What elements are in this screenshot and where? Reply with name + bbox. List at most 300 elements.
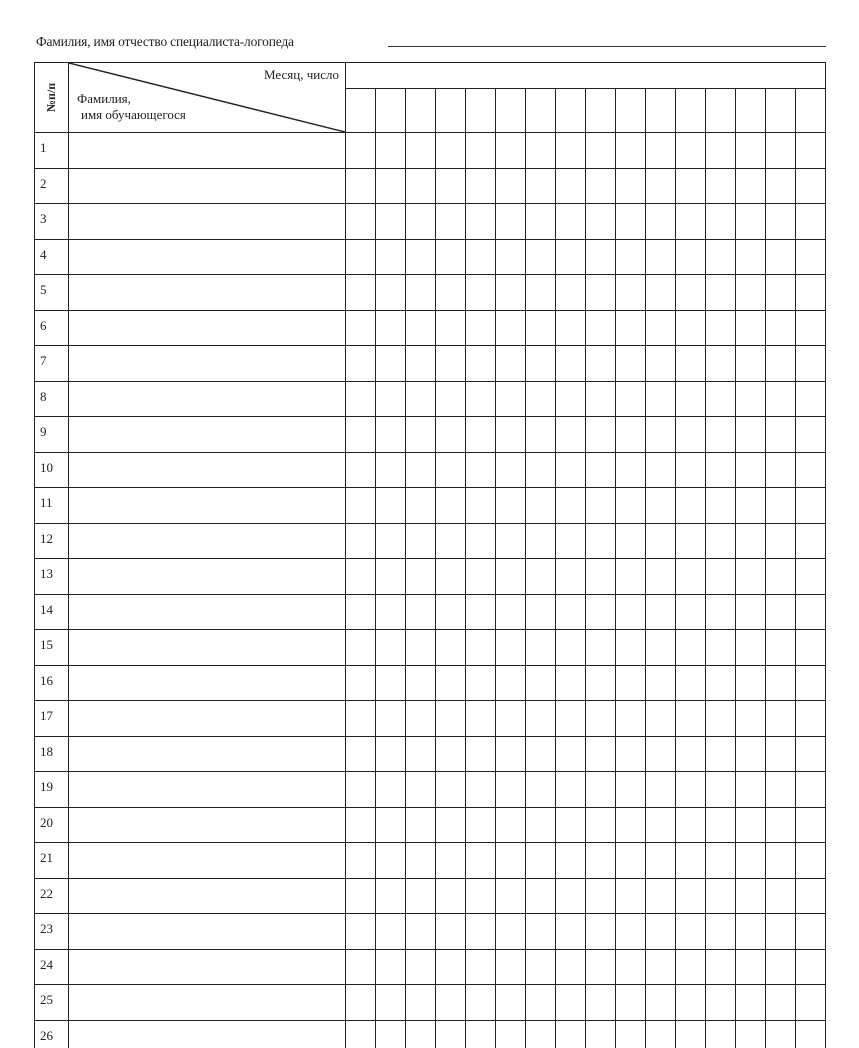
attendance-cell[interactable]	[496, 1021, 526, 1048]
attendance-cell[interactable]	[586, 382, 616, 418]
attendance-cell[interactable]	[406, 701, 436, 737]
attendance-cell[interactable]	[646, 417, 676, 453]
attendance-cell[interactable]	[496, 843, 526, 879]
attendance-cell[interactable]	[376, 808, 406, 844]
attendance-cell[interactable]	[586, 133, 616, 169]
attendance-cell[interactable]	[736, 133, 766, 169]
attendance-cell[interactable]	[706, 950, 736, 986]
attendance-cell[interactable]	[646, 133, 676, 169]
attendance-cell[interactable]	[796, 701, 826, 737]
attendance-cell[interactable]	[706, 382, 736, 418]
attendance-cell[interactable]	[496, 524, 526, 560]
attendance-cell[interactable]	[766, 488, 796, 524]
attendance-cell[interactable]	[466, 772, 496, 808]
attendance-cell[interactable]	[436, 133, 466, 169]
attendance-cell[interactable]	[706, 595, 736, 631]
attendance-cell[interactable]	[496, 914, 526, 950]
attendance-cell[interactable]	[676, 772, 706, 808]
attendance-cell[interactable]	[586, 275, 616, 311]
attendance-cell[interactable]	[466, 666, 496, 702]
attendance-cell[interactable]	[616, 559, 646, 595]
attendance-cell[interactable]	[616, 240, 646, 276]
attendance-cell[interactable]	[616, 453, 646, 489]
attendance-cell[interactable]	[346, 950, 376, 986]
attendance-cell[interactable]	[736, 417, 766, 453]
attendance-cell[interactable]	[466, 950, 496, 986]
attendance-cell[interactable]	[436, 630, 466, 666]
attendance-cell[interactable]	[496, 204, 526, 240]
attendance-cell[interactable]	[496, 630, 526, 666]
attendance-cell[interactable]	[796, 311, 826, 347]
attendance-cell[interactable]	[466, 879, 496, 915]
attendance-cell[interactable]	[526, 311, 556, 347]
attendance-cell[interactable]	[406, 240, 436, 276]
attendance-cell[interactable]	[556, 382, 586, 418]
attendance-cell[interactable]	[526, 914, 556, 950]
attendance-cell[interactable]	[466, 169, 496, 205]
attendance-cell[interactable]	[376, 488, 406, 524]
attendance-cell[interactable]	[646, 169, 676, 205]
student-name-cell[interactable]	[69, 772, 346, 808]
attendance-cell[interactable]	[436, 453, 466, 489]
attendance-cell[interactable]	[706, 488, 736, 524]
attendance-cell[interactable]	[526, 524, 556, 560]
date-header-cell[interactable]	[616, 89, 646, 133]
attendance-cell[interactable]	[376, 346, 406, 382]
attendance-cell[interactable]	[466, 914, 496, 950]
attendance-cell[interactable]	[586, 488, 616, 524]
attendance-cell[interactable]	[346, 453, 376, 489]
attendance-cell[interactable]	[616, 666, 646, 702]
attendance-cell[interactable]	[676, 382, 706, 418]
attendance-cell[interactable]	[646, 950, 676, 986]
attendance-cell[interactable]	[346, 630, 376, 666]
student-name-cell[interactable]	[69, 595, 346, 631]
date-header-cell[interactable]	[436, 89, 466, 133]
attendance-cell[interactable]	[376, 275, 406, 311]
date-header-cell[interactable]	[646, 89, 676, 133]
attendance-cell[interactable]	[586, 737, 616, 773]
attendance-cell[interactable]	[796, 1021, 826, 1048]
attendance-cell[interactable]	[766, 630, 796, 666]
attendance-cell[interactable]	[586, 772, 616, 808]
attendance-cell[interactable]	[526, 559, 556, 595]
attendance-cell[interactable]	[646, 488, 676, 524]
attendance-cell[interactable]	[496, 240, 526, 276]
student-name-cell[interactable]	[69, 879, 346, 915]
student-name-cell[interactable]	[69, 950, 346, 986]
attendance-cell[interactable]	[646, 666, 676, 702]
attendance-cell[interactable]	[526, 701, 556, 737]
attendance-cell[interactable]	[526, 843, 556, 879]
attendance-cell[interactable]	[436, 808, 466, 844]
attendance-cell[interactable]	[646, 1021, 676, 1048]
attendance-cell[interactable]	[616, 808, 646, 844]
attendance-cell[interactable]	[556, 524, 586, 560]
attendance-cell[interactable]	[646, 204, 676, 240]
attendance-cell[interactable]	[526, 879, 556, 915]
attendance-cell[interactable]	[616, 133, 646, 169]
attendance-cell[interactable]	[676, 524, 706, 560]
attendance-cell[interactable]	[496, 169, 526, 205]
date-header-cell[interactable]	[796, 89, 826, 133]
student-name-cell[interactable]	[69, 524, 346, 560]
attendance-cell[interactable]	[796, 382, 826, 418]
attendance-cell[interactable]	[676, 879, 706, 915]
attendance-cell[interactable]	[436, 559, 466, 595]
student-name-cell[interactable]	[69, 275, 346, 311]
attendance-cell[interactable]	[706, 843, 736, 879]
attendance-cell[interactable]	[466, 275, 496, 311]
attendance-cell[interactable]	[736, 737, 766, 773]
attendance-cell[interactable]	[796, 524, 826, 560]
attendance-cell[interactable]	[736, 559, 766, 595]
attendance-cell[interactable]	[736, 879, 766, 915]
attendance-cell[interactable]	[646, 240, 676, 276]
attendance-cell[interactable]	[706, 879, 736, 915]
attendance-cell[interactable]	[646, 737, 676, 773]
attendance-cell[interactable]	[796, 453, 826, 489]
attendance-cell[interactable]	[346, 559, 376, 595]
attendance-cell[interactable]	[346, 914, 376, 950]
attendance-cell[interactable]	[646, 808, 676, 844]
attendance-cell[interactable]	[556, 169, 586, 205]
student-name-cell[interactable]	[69, 240, 346, 276]
attendance-cell[interactable]	[796, 843, 826, 879]
attendance-cell[interactable]	[436, 914, 466, 950]
attendance-cell[interactable]	[676, 1021, 706, 1048]
student-name-cell[interactable]	[69, 737, 346, 773]
attendance-cell[interactable]	[766, 204, 796, 240]
attendance-cell[interactable]	[676, 488, 706, 524]
attendance-cell[interactable]	[646, 914, 676, 950]
attendance-cell[interactable]	[676, 914, 706, 950]
attendance-cell[interactable]	[706, 453, 736, 489]
attendance-cell[interactable]	[436, 985, 466, 1021]
attendance-cell[interactable]	[736, 453, 766, 489]
attendance-cell[interactable]	[736, 275, 766, 311]
attendance-cell[interactable]	[406, 772, 436, 808]
attendance-cell[interactable]	[556, 417, 586, 453]
specialist-name-blank[interactable]	[388, 46, 826, 47]
attendance-cell[interactable]	[526, 737, 556, 773]
attendance-cell[interactable]	[616, 488, 646, 524]
attendance-cell[interactable]	[436, 666, 466, 702]
attendance-cell[interactable]	[496, 772, 526, 808]
attendance-cell[interactable]	[556, 595, 586, 631]
attendance-cell[interactable]	[706, 346, 736, 382]
attendance-cell[interactable]	[736, 1021, 766, 1048]
attendance-cell[interactable]	[766, 666, 796, 702]
attendance-cell[interactable]	[376, 985, 406, 1021]
date-header-cell[interactable]	[586, 89, 616, 133]
attendance-cell[interactable]	[526, 595, 556, 631]
attendance-cell[interactable]	[436, 417, 466, 453]
attendance-cell[interactable]	[466, 311, 496, 347]
attendance-cell[interactable]	[406, 1021, 436, 1048]
attendance-cell[interactable]	[406, 453, 436, 489]
attendance-cell[interactable]	[676, 737, 706, 773]
attendance-cell[interactable]	[346, 808, 376, 844]
attendance-cell[interactable]	[586, 417, 616, 453]
attendance-cell[interactable]	[556, 914, 586, 950]
attendance-cell[interactable]	[496, 737, 526, 773]
attendance-cell[interactable]	[736, 595, 766, 631]
attendance-cell[interactable]	[346, 595, 376, 631]
student-name-cell[interactable]	[69, 666, 346, 702]
attendance-cell[interactable]	[676, 275, 706, 311]
attendance-cell[interactable]	[406, 879, 436, 915]
attendance-cell[interactable]	[406, 417, 436, 453]
date-header-cell[interactable]	[466, 89, 496, 133]
attendance-cell[interactable]	[586, 701, 616, 737]
student-name-cell[interactable]	[69, 843, 346, 879]
attendance-cell[interactable]	[526, 666, 556, 702]
attendance-cell[interactable]	[676, 950, 706, 986]
attendance-cell[interactable]	[346, 843, 376, 879]
attendance-cell[interactable]	[796, 595, 826, 631]
attendance-cell[interactable]	[466, 524, 496, 560]
attendance-cell[interactable]	[436, 1021, 466, 1048]
student-name-cell[interactable]	[69, 346, 346, 382]
attendance-cell[interactable]	[346, 985, 376, 1021]
attendance-cell[interactable]	[436, 169, 466, 205]
attendance-cell[interactable]	[526, 133, 556, 169]
attendance-cell[interactable]	[586, 453, 616, 489]
attendance-cell[interactable]	[466, 488, 496, 524]
attendance-cell[interactable]	[346, 133, 376, 169]
attendance-cell[interactable]	[376, 204, 406, 240]
attendance-cell[interactable]	[376, 133, 406, 169]
attendance-cell[interactable]	[556, 843, 586, 879]
attendance-cell[interactable]	[676, 595, 706, 631]
attendance-cell[interactable]	[766, 169, 796, 205]
attendance-cell[interactable]	[406, 346, 436, 382]
attendance-cell[interactable]	[346, 311, 376, 347]
attendance-cell[interactable]	[706, 1021, 736, 1048]
attendance-cell[interactable]	[646, 382, 676, 418]
attendance-cell[interactable]	[616, 737, 646, 773]
attendance-cell[interactable]	[796, 133, 826, 169]
attendance-cell[interactable]	[646, 772, 676, 808]
attendance-cell[interactable]	[736, 701, 766, 737]
attendance-cell[interactable]	[706, 666, 736, 702]
attendance-cell[interactable]	[676, 630, 706, 666]
attendance-cell[interactable]	[646, 311, 676, 347]
attendance-cell[interactable]	[766, 772, 796, 808]
attendance-cell[interactable]	[616, 382, 646, 418]
attendance-cell[interactable]	[406, 666, 436, 702]
attendance-cell[interactable]	[766, 985, 796, 1021]
attendance-cell[interactable]	[436, 240, 466, 276]
attendance-cell[interactable]	[376, 382, 406, 418]
attendance-cell[interactable]	[706, 630, 736, 666]
month-header-cell[interactable]	[346, 63, 826, 89]
attendance-cell[interactable]	[706, 914, 736, 950]
attendance-cell[interactable]	[586, 666, 616, 702]
attendance-cell[interactable]	[406, 488, 436, 524]
attendance-cell[interactable]	[466, 1021, 496, 1048]
attendance-cell[interactable]	[736, 488, 766, 524]
attendance-cell[interactable]	[526, 950, 556, 986]
attendance-cell[interactable]	[706, 204, 736, 240]
attendance-cell[interactable]	[796, 488, 826, 524]
attendance-cell[interactable]	[436, 204, 466, 240]
attendance-cell[interactable]	[376, 772, 406, 808]
attendance-cell[interactable]	[466, 559, 496, 595]
attendance-cell[interactable]	[436, 772, 466, 808]
attendance-cell[interactable]	[736, 169, 766, 205]
attendance-cell[interactable]	[376, 950, 406, 986]
attendance-cell[interactable]	[436, 275, 466, 311]
student-name-cell[interactable]	[69, 914, 346, 950]
attendance-cell[interactable]	[346, 382, 376, 418]
attendance-cell[interactable]	[466, 204, 496, 240]
attendance-cell[interactable]	[466, 630, 496, 666]
attendance-cell[interactable]	[646, 453, 676, 489]
attendance-cell[interactable]	[436, 311, 466, 347]
attendance-cell[interactable]	[466, 133, 496, 169]
attendance-cell[interactable]	[796, 169, 826, 205]
attendance-cell[interactable]	[556, 985, 586, 1021]
attendance-cell[interactable]	[526, 985, 556, 1021]
attendance-cell[interactable]	[406, 914, 436, 950]
attendance-cell[interactable]	[616, 879, 646, 915]
student-name-cell[interactable]	[69, 204, 346, 240]
attendance-cell[interactable]	[346, 346, 376, 382]
date-header-cell[interactable]	[556, 89, 586, 133]
student-name-cell[interactable]	[69, 808, 346, 844]
attendance-cell[interactable]	[676, 204, 706, 240]
attendance-cell[interactable]	[466, 382, 496, 418]
student-name-cell[interactable]	[69, 1021, 346, 1048]
attendance-cell[interactable]	[646, 595, 676, 631]
attendance-cell[interactable]	[586, 630, 616, 666]
attendance-cell[interactable]	[646, 985, 676, 1021]
attendance-cell[interactable]	[346, 666, 376, 702]
attendance-cell[interactable]	[406, 204, 436, 240]
attendance-cell[interactable]	[616, 950, 646, 986]
attendance-cell[interactable]	[376, 240, 406, 276]
attendance-cell[interactable]	[526, 169, 556, 205]
attendance-cell[interactable]	[616, 204, 646, 240]
attendance-cell[interactable]	[496, 453, 526, 489]
attendance-cell[interactable]	[346, 488, 376, 524]
attendance-cell[interactable]	[526, 275, 556, 311]
attendance-cell[interactable]	[616, 701, 646, 737]
attendance-cell[interactable]	[496, 701, 526, 737]
attendance-cell[interactable]	[766, 950, 796, 986]
attendance-cell[interactable]	[796, 346, 826, 382]
student-name-cell[interactable]	[69, 559, 346, 595]
attendance-cell[interactable]	[556, 559, 586, 595]
attendance-cell[interactable]	[526, 346, 556, 382]
attendance-cell[interactable]	[646, 275, 676, 311]
date-header-cell[interactable]	[346, 89, 376, 133]
attendance-cell[interactable]	[406, 630, 436, 666]
attendance-cell[interactable]	[796, 737, 826, 773]
attendance-cell[interactable]	[496, 275, 526, 311]
attendance-cell[interactable]	[766, 559, 796, 595]
attendance-cell[interactable]	[766, 701, 796, 737]
attendance-cell[interactable]	[586, 559, 616, 595]
attendance-cell[interactable]	[556, 630, 586, 666]
attendance-cell[interactable]	[436, 346, 466, 382]
attendance-cell[interactable]	[646, 701, 676, 737]
attendance-cell[interactable]	[616, 772, 646, 808]
attendance-cell[interactable]	[706, 808, 736, 844]
attendance-cell[interactable]	[796, 240, 826, 276]
student-name-cell[interactable]	[69, 311, 346, 347]
attendance-cell[interactable]	[406, 133, 436, 169]
attendance-cell[interactable]	[586, 240, 616, 276]
attendance-cell[interactable]	[736, 524, 766, 560]
attendance-cell[interactable]	[796, 666, 826, 702]
attendance-cell[interactable]	[436, 524, 466, 560]
attendance-cell[interactable]	[346, 879, 376, 915]
attendance-cell[interactable]	[406, 595, 436, 631]
attendance-cell[interactable]	[346, 1021, 376, 1048]
attendance-cell[interactable]	[496, 666, 526, 702]
attendance-cell[interactable]	[556, 240, 586, 276]
attendance-cell[interactable]	[676, 843, 706, 879]
attendance-cell[interactable]	[736, 950, 766, 986]
attendance-cell[interactable]	[526, 808, 556, 844]
attendance-cell[interactable]	[496, 133, 526, 169]
attendance-cell[interactable]	[796, 808, 826, 844]
student-name-cell[interactable]	[69, 701, 346, 737]
attendance-cell[interactable]	[376, 737, 406, 773]
attendance-cell[interactable]	[376, 630, 406, 666]
attendance-cell[interactable]	[736, 204, 766, 240]
attendance-cell[interactable]	[496, 311, 526, 347]
date-header-cell[interactable]	[376, 89, 406, 133]
attendance-cell[interactable]	[616, 985, 646, 1021]
attendance-cell[interactable]	[736, 914, 766, 950]
attendance-cell[interactable]	[586, 985, 616, 1021]
attendance-cell[interactable]	[736, 240, 766, 276]
attendance-cell[interactable]	[766, 453, 796, 489]
attendance-cell[interactable]	[796, 559, 826, 595]
attendance-cell[interactable]	[796, 985, 826, 1021]
attendance-cell[interactable]	[556, 133, 586, 169]
attendance-cell[interactable]	[676, 346, 706, 382]
date-header-cell[interactable]	[496, 89, 526, 133]
attendance-cell[interactable]	[736, 772, 766, 808]
date-header-cell[interactable]	[526, 89, 556, 133]
attendance-cell[interactable]	[706, 737, 736, 773]
attendance-cell[interactable]	[646, 346, 676, 382]
attendance-cell[interactable]	[616, 843, 646, 879]
attendance-cell[interactable]	[736, 382, 766, 418]
attendance-cell[interactable]	[496, 346, 526, 382]
attendance-cell[interactable]	[526, 488, 556, 524]
attendance-cell[interactable]	[376, 559, 406, 595]
attendance-cell[interactable]	[766, 382, 796, 418]
attendance-cell[interactable]	[496, 488, 526, 524]
attendance-cell[interactable]	[676, 666, 706, 702]
attendance-cell[interactable]	[706, 701, 736, 737]
attendance-cell[interactable]	[706, 169, 736, 205]
attendance-cell[interactable]	[406, 843, 436, 879]
attendance-cell[interactable]	[616, 595, 646, 631]
attendance-cell[interactable]	[376, 879, 406, 915]
attendance-cell[interactable]	[526, 204, 556, 240]
attendance-cell[interactable]	[406, 524, 436, 560]
attendance-cell[interactable]	[766, 914, 796, 950]
attendance-cell[interactable]	[466, 595, 496, 631]
attendance-cell[interactable]	[376, 417, 406, 453]
